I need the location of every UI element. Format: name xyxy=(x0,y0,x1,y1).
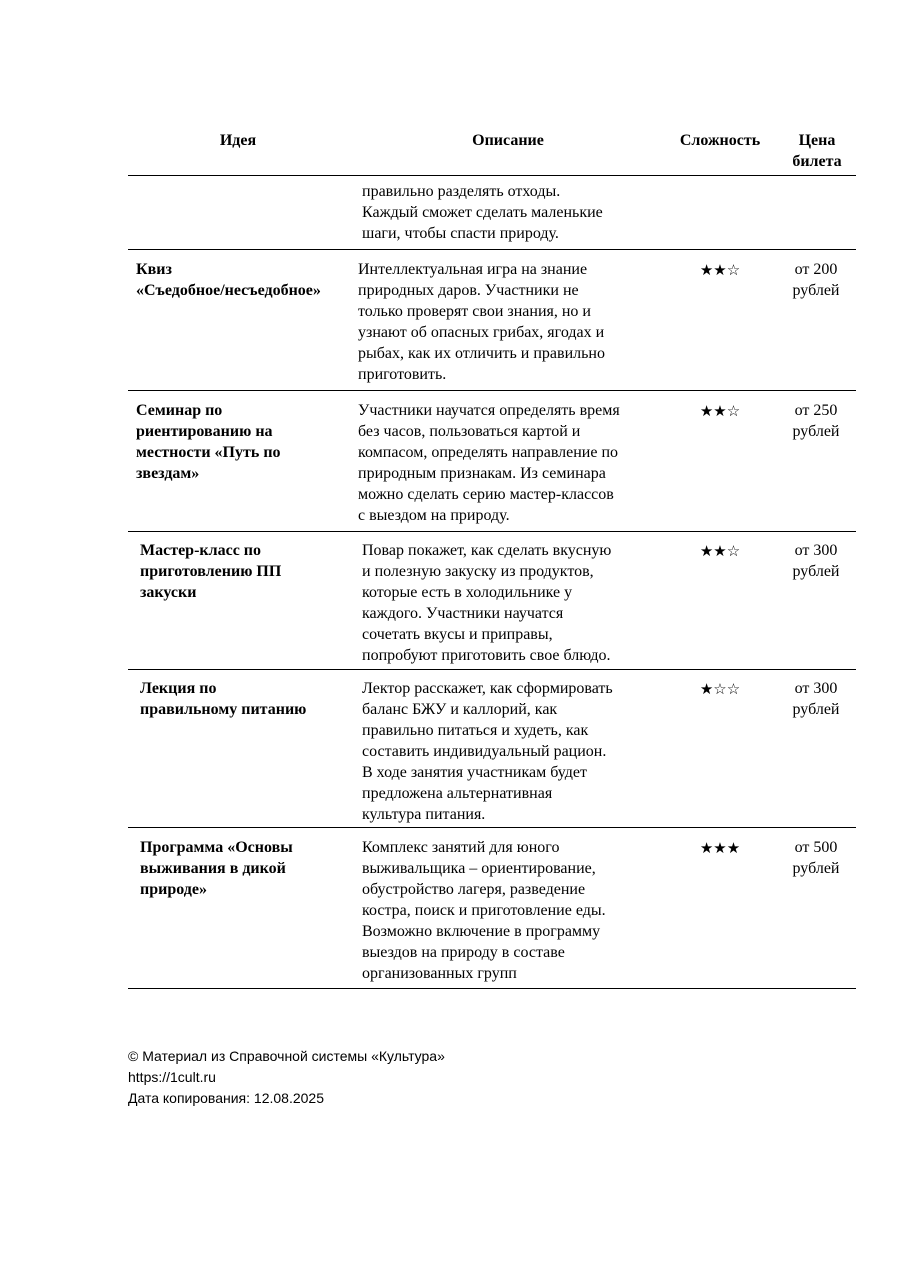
row-description: Лектор расскажет, как сформировать баланс БЖУ и каллорий, как правильно питаться и худеть, как составить индивидуальный рацион. В ходе занятия участникам будет предложена альтернативная культура питания. xyxy=(362,680,613,823)
source-link[interactable]: https://1cult.ru xyxy=(128,1069,216,1085)
footer xyxy=(128,1046,445,1109)
row-price: от 250 рублей xyxy=(792,402,840,440)
table-row xyxy=(128,828,856,989)
difficulty-stars: ★☆☆ xyxy=(699,682,741,698)
row-price: от 500 рублей xyxy=(792,839,840,877)
header-price: Цена билета xyxy=(792,132,842,170)
row-description: Участники научатся определять время без часов, пользоваться картой и компасом, определять направление по природным признакам. Из семинара можно сделать серию мастер-классов с выездом на природу. xyxy=(358,402,620,524)
header-difficulty: Сложность xyxy=(679,132,761,149)
row-idea: Лекция по правильному питанию xyxy=(140,680,307,718)
row-price: от 300 рублей xyxy=(792,542,840,580)
difficulty-stars: ★★☆ xyxy=(699,544,741,560)
table-row xyxy=(128,532,856,670)
row-description: Комплекс занятий для юного выживальщика – ориентирование, обустройство лагеря, разведение костра, поиск и приготовление еды. Возможно включение в программу выездов на природу в составе организованных групп xyxy=(362,839,606,982)
row-idea: Мастер-класс по приготовлению ПП закуски xyxy=(140,542,282,601)
table-row-continuation xyxy=(128,175,856,250)
copyright-text: © Материал из Справочной системы «Культура» xyxy=(128,1048,445,1064)
difficulty-stars: ★★★ xyxy=(699,841,741,857)
table-row xyxy=(128,670,856,828)
table-row xyxy=(128,250,856,391)
difficulty-stars: ★★☆ xyxy=(699,263,741,279)
row-idea: Квиз «Съедобное/несъедобное» xyxy=(136,261,321,299)
row-description: Повар покажет, как сделать вкусную и полезную закуску из продуктов, которые есть в холодильнике у каждого. Участники научатся сочетать вкусы и приправы, попробуют приготовить свое блюдо. xyxy=(362,542,612,664)
row-description: правильно разделять отходы. Каждый сможет сделать маленькие шаги, чтобы спасти природу. xyxy=(362,183,603,242)
table-row xyxy=(128,391,856,532)
row-price: от 300 рублей xyxy=(792,680,840,718)
row-description: Интеллектуальная игра на знание природных даров. Участники не только проверят свои знания, но и узнают об опасных грибах, ягодах и рыбах, как их отличить и правильно приготовить. xyxy=(358,261,605,383)
row-idea: Программа «Основы выживания в дикой природе» xyxy=(140,839,293,898)
copy-date: Дата копирования: 12.08.2025 xyxy=(128,1090,324,1106)
difficulty-stars: ★★☆ xyxy=(699,404,741,420)
header-description: Описание xyxy=(472,132,544,149)
table-header xyxy=(128,128,856,176)
row-price: от 200 рублей xyxy=(792,261,840,299)
header-idea: Идея xyxy=(219,132,257,149)
row-idea: Семинар по риентированию на местности «Путь по звездам» xyxy=(136,402,281,482)
